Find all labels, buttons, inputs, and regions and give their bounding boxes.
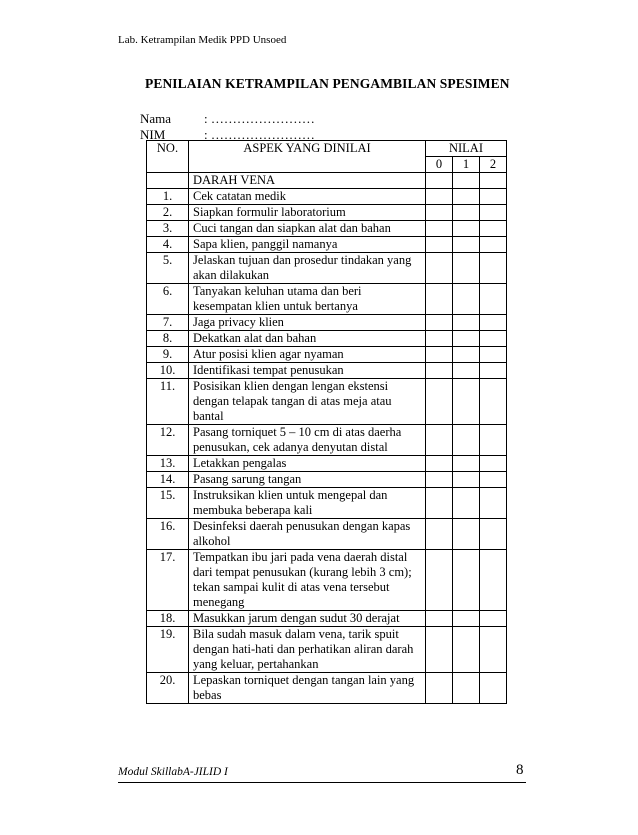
score-cell[interactable] xyxy=(453,173,480,189)
score-cell[interactable] xyxy=(426,456,453,472)
score-cell[interactable] xyxy=(426,550,453,611)
score-cell[interactable] xyxy=(453,347,480,363)
score-cell[interactable] xyxy=(453,205,480,221)
table-row xyxy=(147,550,507,611)
page-title: PENILAIAN KETRAMPILAN PENGAMBILAN SPESIMEN xyxy=(145,76,510,91)
name-value: : …………………… xyxy=(204,111,315,126)
score-cell[interactable] xyxy=(480,611,507,627)
score-cell[interactable] xyxy=(426,363,453,379)
score-cell[interactable] xyxy=(480,673,507,704)
row-aspect: Identifikasi tempat penusukan xyxy=(189,363,426,379)
score-cell[interactable] xyxy=(426,253,453,284)
score-cell[interactable] xyxy=(426,611,453,627)
row-aspect: Cek catatan medik xyxy=(189,189,426,205)
table-row xyxy=(147,347,507,363)
score-cell[interactable] xyxy=(480,205,507,221)
score-cell[interactable] xyxy=(480,425,507,456)
row-number: 18. xyxy=(147,611,189,627)
score-cell[interactable] xyxy=(480,347,507,363)
score-cell[interactable] xyxy=(480,627,507,673)
name-label: Nama xyxy=(140,111,172,126)
page-number: 8 xyxy=(516,762,524,778)
row-aspect: Jelaskan tujuan dan prosedur tindakan yang akan dilakukan xyxy=(189,253,426,284)
section-no-cell xyxy=(147,173,189,189)
score-option-1: 1 xyxy=(453,157,480,173)
score-cell[interactable] xyxy=(480,173,507,189)
score-cell[interactable] xyxy=(426,379,453,425)
row-number: 17. xyxy=(147,550,189,611)
score-cell[interactable] xyxy=(453,550,480,611)
score-cell[interactable] xyxy=(480,315,507,331)
row-number: 5. xyxy=(147,253,189,284)
score-cell[interactable] xyxy=(426,331,453,347)
row-aspect: Tempatkan ibu jari pada vena daerah distal dari tempat penusukan (kurang lebih 3 cm); tekan sampai kulit di atas vena tersebut menegang xyxy=(189,550,426,611)
score-cell[interactable] xyxy=(426,315,453,331)
score-cell[interactable] xyxy=(453,488,480,519)
score-cell[interactable] xyxy=(453,472,480,488)
row-aspect: Masukkan jarum dengan sudut 30 derajat xyxy=(189,611,426,627)
row-number: 1. xyxy=(147,189,189,205)
row-aspect: Dekatkan alat dan bahan xyxy=(189,331,426,347)
score-cell[interactable] xyxy=(480,331,507,347)
table-row xyxy=(147,253,507,284)
col-header-no: NO. xyxy=(147,141,189,173)
score-cell[interactable] xyxy=(453,221,480,237)
score-cell[interactable] xyxy=(453,315,480,331)
score-cell[interactable] xyxy=(480,379,507,425)
score-cell[interactable] xyxy=(480,189,507,205)
score-cell[interactable] xyxy=(453,331,480,347)
row-aspect: Atur posisi klien agar nyaman xyxy=(189,347,426,363)
nim-label: NIM xyxy=(140,127,166,142)
score-cell[interactable] xyxy=(480,253,507,284)
row-aspect: Posisikan klien dengan lengan ekstensi dengan telapak tangan di atas meja atau bantal xyxy=(189,379,426,425)
row-number: 9. xyxy=(147,347,189,363)
score-cell[interactable] xyxy=(453,363,480,379)
row-aspect: Desinfeksi daerah penusukan dengan kapas alkohol xyxy=(189,519,426,550)
score-cell[interactable] xyxy=(453,284,480,315)
score-cell[interactable] xyxy=(453,237,480,253)
row-number: 16. xyxy=(147,519,189,550)
score-cell[interactable] xyxy=(453,189,480,205)
row-aspect: Instruksikan klien untuk mengepal dan membuka beberapa kali xyxy=(189,488,426,519)
row-aspect: Letakkan pengalas xyxy=(189,456,426,472)
table-row xyxy=(147,519,507,550)
score-cell[interactable] xyxy=(453,673,480,704)
table-row xyxy=(147,331,507,347)
table-row xyxy=(147,611,507,627)
score-cell[interactable] xyxy=(426,173,453,189)
nim-value: : …………………… xyxy=(204,127,315,142)
score-cell[interactable] xyxy=(426,189,453,205)
score-cell[interactable] xyxy=(426,237,453,253)
score-cell[interactable] xyxy=(453,253,480,284)
score-cell[interactable] xyxy=(480,519,507,550)
row-number: 2. xyxy=(147,205,189,221)
row-aspect: Pasang sarung tangan xyxy=(189,472,426,488)
row-number: 8. xyxy=(147,331,189,347)
section-title: DARAH VENA xyxy=(189,173,426,189)
score-cell[interactable] xyxy=(453,627,480,673)
footer-module-title: Modul SkillabA-JILID I xyxy=(118,766,228,778)
row-number: 19. xyxy=(147,627,189,673)
score-cell[interactable] xyxy=(426,472,453,488)
score-cell[interactable] xyxy=(480,456,507,472)
score-cell[interactable] xyxy=(426,425,453,456)
score-cell[interactable] xyxy=(426,347,453,363)
score-cell[interactable] xyxy=(480,237,507,253)
row-aspect: Pasang torniquet 5 – 10 cm di atas daerha penusukan, cek adanya denyutan distal xyxy=(189,425,426,456)
score-cell[interactable] xyxy=(453,379,480,425)
section-row xyxy=(147,173,507,189)
table-row xyxy=(147,284,507,315)
table-row xyxy=(147,673,507,704)
score-cell[interactable] xyxy=(453,456,480,472)
score-cell[interactable] xyxy=(426,673,453,704)
row-number: 11. xyxy=(147,379,189,425)
table-row xyxy=(147,425,507,456)
row-aspect: Siapkan formulir laboratorium xyxy=(189,205,426,221)
score-cell[interactable] xyxy=(426,284,453,315)
score-cell[interactable] xyxy=(480,284,507,315)
row-number: 3. xyxy=(147,221,189,237)
table-row xyxy=(147,221,507,237)
table-row xyxy=(147,379,507,425)
row-aspect: Cuci tangan dan siapkan alat dan bahan xyxy=(189,221,426,237)
table-row xyxy=(147,205,507,221)
score-cell[interactable] xyxy=(426,221,453,237)
score-cell[interactable] xyxy=(426,205,453,221)
col-header-aspect: ASPEK YANG DINILAI xyxy=(189,141,426,173)
row-number: 13. xyxy=(147,456,189,472)
score-cell[interactable] xyxy=(480,363,507,379)
row-aspect: Sapa klien, panggil namanya xyxy=(189,237,426,253)
col-header-score: NILAI xyxy=(426,141,507,157)
row-number: 7. xyxy=(147,315,189,331)
row-aspect: Lepaskan torniquet dengan tangan lain yang bebas xyxy=(189,673,426,704)
assessment-table xyxy=(146,140,507,704)
row-number: 14. xyxy=(147,472,189,488)
row-number: 10. xyxy=(147,363,189,379)
footer-divider xyxy=(118,782,526,783)
table-row xyxy=(147,237,507,253)
table-row xyxy=(147,363,507,379)
score-cell[interactable] xyxy=(426,488,453,519)
score-cell[interactable] xyxy=(480,221,507,237)
row-aspect: Tanyakan keluhan utama dan beri kesempatan klien untuk bertanya xyxy=(189,284,426,315)
score-option-2: 2 xyxy=(480,157,507,173)
score-cell[interactable] xyxy=(480,472,507,488)
row-number: 6. xyxy=(147,284,189,315)
row-number: 20. xyxy=(147,673,189,704)
table-row xyxy=(147,627,507,673)
running-header: Lab. Ketrampilan Medik PPD Unsoed xyxy=(118,34,287,46)
table-row xyxy=(147,488,507,519)
score-cell[interactable] xyxy=(453,519,480,550)
table-row xyxy=(147,472,507,488)
row-number: 4. xyxy=(147,237,189,253)
row-aspect: Jaga privacy klien xyxy=(189,315,426,331)
table-row xyxy=(147,189,507,205)
score-cell[interactable] xyxy=(480,550,507,611)
row-aspect: Bila sudah masuk dalam vena, tarik spuit dengan hati-hati dan perhatikan aliran darah yang keluar, pertahankan xyxy=(189,627,426,673)
row-number: 12. xyxy=(147,425,189,456)
score-cell[interactable] xyxy=(453,425,480,456)
score-cell[interactable] xyxy=(453,611,480,627)
score-option-0: 0 xyxy=(426,157,453,173)
table-row xyxy=(147,315,507,331)
score-cell[interactable] xyxy=(480,488,507,519)
score-cell[interactable] xyxy=(426,519,453,550)
table-row xyxy=(147,456,507,472)
score-cell[interactable] xyxy=(426,627,453,673)
row-number: 15. xyxy=(147,488,189,519)
